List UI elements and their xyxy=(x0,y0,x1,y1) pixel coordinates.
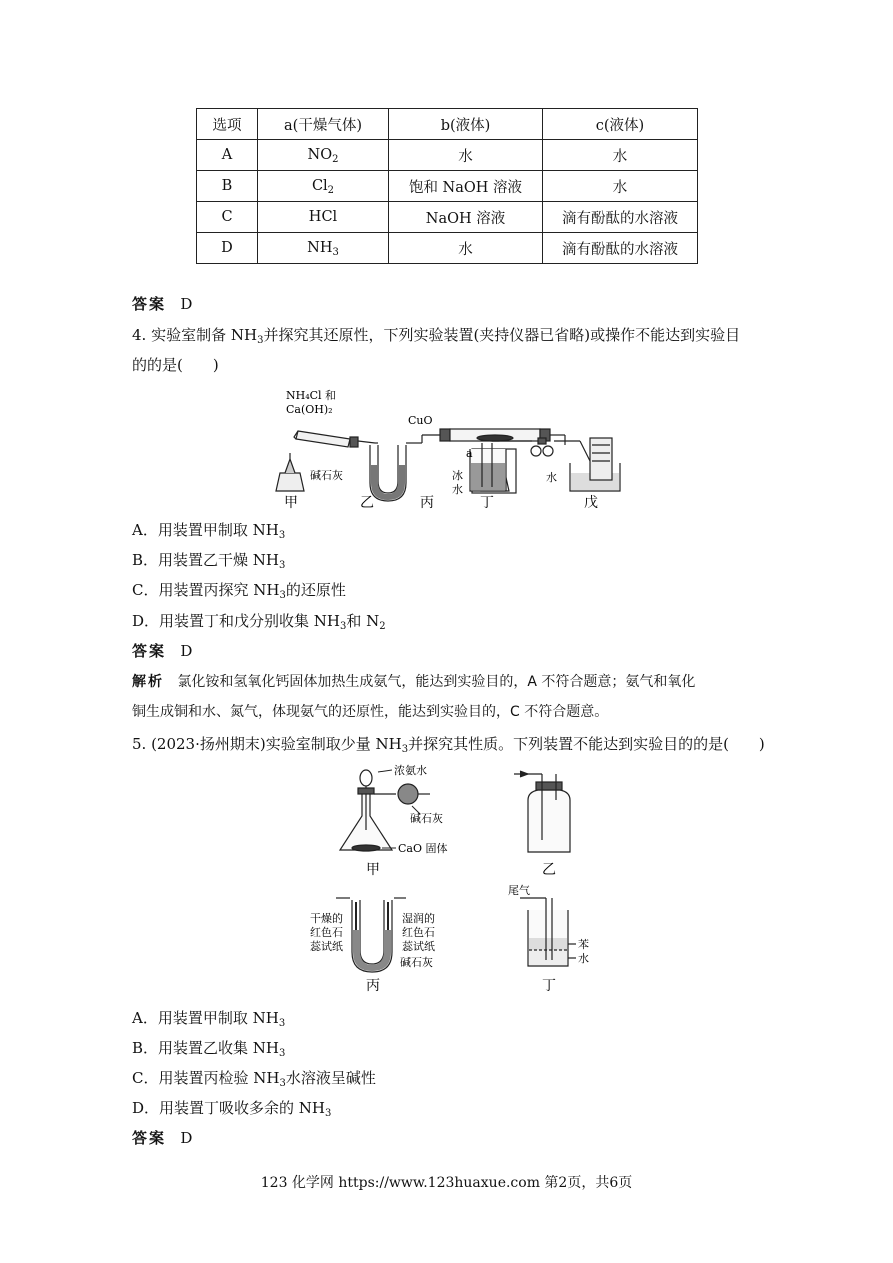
q5-stem: 5. (2023·扬州期末)实验室制取少量 $NH_3$并探究其性质。下列装置不能达到实验目的的是( ) xyxy=(132,735,765,755)
fig-label: 尾气 xyxy=(508,884,530,897)
table-cell: HCl xyxy=(258,202,389,233)
q4-stem-line1: 4. 实验室制备 $NH_3$并探究其还原性，下列实验装置(夹持仪器已省略)或操作不能达到实验目 xyxy=(132,326,741,346)
fig-caption: 甲 xyxy=(284,495,298,511)
table-header: a(干燥气体) xyxy=(258,109,389,140)
page-footer: 123 化学网 https://www.123huaxue.com 第2页，共6页 xyxy=(260,1175,633,1191)
fig-label: 碱石灰 xyxy=(410,812,443,825)
q5-option-d: D．用装置丁吸收多余的 $NH_3$ xyxy=(132,1099,332,1119)
fig-label: 红色石 xyxy=(402,926,435,939)
q5-apparatus-figure xyxy=(300,760,600,998)
fig-label: a xyxy=(466,447,473,460)
table-cell: NaOH 溶液 xyxy=(389,202,543,233)
table-cell: 饱和 NaOH 溶液 xyxy=(389,171,543,202)
q5-option-a: A．用装置甲制取 $NH_3$ xyxy=(132,1009,286,1029)
table-cell: 滴有酚酞的水溶液 xyxy=(543,202,698,233)
fig-label: 碱石灰 xyxy=(310,469,343,482)
q5-option-c: C．用装置丙检验 $NH_3$水溶液呈碱性 xyxy=(132,1069,376,1089)
fig-label: 蕊试纸 xyxy=(310,940,343,953)
q4-stem-line2: 的的是( ) xyxy=(132,356,219,374)
fig-label: 冰 xyxy=(452,469,463,482)
fig-caption: 戊 xyxy=(584,495,598,511)
table-cell: $NH_3$ xyxy=(258,233,389,264)
q4-option-b: B．用装置乙干燥 $NH_3$ xyxy=(132,551,286,571)
q4-option-c: C．用装置丙探究 $NH_3$的还原性 xyxy=(132,581,346,601)
table-cell: 滴有酚酞的水溶液 xyxy=(543,233,698,264)
fig-label: 碱石灰 xyxy=(400,956,433,969)
table-cell: 水 xyxy=(543,171,698,202)
table-cell: D xyxy=(197,233,258,264)
table-cell: C xyxy=(197,202,258,233)
table-row xyxy=(197,140,698,171)
fig-label: Ca(OH)₂ xyxy=(286,403,333,416)
table-cell: B xyxy=(197,171,258,202)
fig-label: 湿润的 xyxy=(402,912,435,925)
table-header: c(液体) xyxy=(543,109,698,140)
table-header: b(液体) xyxy=(389,109,543,140)
q4-option-a: A．用装置甲制取 $NH_3$ xyxy=(132,521,286,541)
table-header: 选项 xyxy=(197,109,258,140)
q4-option-d: D．用装置丁和戊分别收集 $NH_3$和 $N_2$ xyxy=(132,612,386,632)
table-cell: 水 xyxy=(543,140,698,171)
fig-caption: 丙 xyxy=(420,495,434,511)
q5-option-b: B．用装置乙收集 $NH_3$ xyxy=(132,1039,286,1059)
fig-label: NH₄Cl 和 xyxy=(286,389,337,402)
table-cell: 水 xyxy=(389,140,543,171)
q3-answer xyxy=(132,294,192,314)
apparatus-yi xyxy=(514,771,570,852)
fig-label: 水 xyxy=(578,952,589,965)
fig-label: 红色石 xyxy=(310,926,343,939)
fig-label: 水 xyxy=(546,471,557,484)
answer-value: D xyxy=(180,1129,193,1147)
table-row xyxy=(197,233,698,264)
table-cell: A xyxy=(197,140,258,171)
fig-label: 浓氨水 xyxy=(394,764,427,777)
table-row xyxy=(197,171,698,202)
fig-label: 蕊试纸 xyxy=(402,940,435,953)
answer-label: 答案 xyxy=(132,642,167,660)
answer-value: D xyxy=(180,295,193,313)
q4-apparatus-figure xyxy=(270,383,630,511)
table-cell: $Cl_2$ xyxy=(258,171,389,202)
apparatus-bing xyxy=(336,898,406,972)
table-row xyxy=(197,202,698,233)
answer-value: D xyxy=(180,642,193,660)
apparatus-yi xyxy=(370,435,422,501)
apparatus-ding xyxy=(470,435,565,493)
fig-caption: 丙 xyxy=(366,978,380,994)
fig-caption: 乙 xyxy=(542,862,556,878)
fig-label: 干燥的 xyxy=(310,912,343,925)
fig-caption: 甲 xyxy=(366,862,380,878)
explain-label: 解析 xyxy=(132,674,164,690)
answer-label: 答案 xyxy=(132,295,167,313)
fig-caption: 乙 xyxy=(360,495,374,511)
table-header-row xyxy=(197,109,698,140)
fig-caption: 丁 xyxy=(480,495,494,511)
table-cell: 水 xyxy=(389,233,543,264)
fig-caption: 丁 xyxy=(542,978,556,994)
apparatus-wu xyxy=(515,438,620,491)
options-table xyxy=(196,108,698,264)
fig-label: 水 xyxy=(452,483,463,496)
q4-explanation-line1: 解析 氯化铵和氢氧化钙固体加热生成氨气，能达到实验目的，A 不符合题意；氨气和氧化 xyxy=(132,674,696,690)
q5-answer xyxy=(132,1128,192,1148)
table-cell: $NO_2$ xyxy=(258,140,389,171)
q4-explanation-line2: 铜生成铜和水、氮气，体现氨气的还原性，能达到实验目的，C 不符合题意。 xyxy=(132,704,609,720)
q4-answer xyxy=(132,641,192,661)
fig-label: CuO xyxy=(408,414,433,427)
fig-label: CaO 固体 xyxy=(398,842,448,855)
fig-label: 苯 xyxy=(578,938,589,951)
answer-label: 答案 xyxy=(132,1129,167,1147)
apparatus-ding xyxy=(520,898,576,966)
apparatus-jia xyxy=(276,431,375,491)
